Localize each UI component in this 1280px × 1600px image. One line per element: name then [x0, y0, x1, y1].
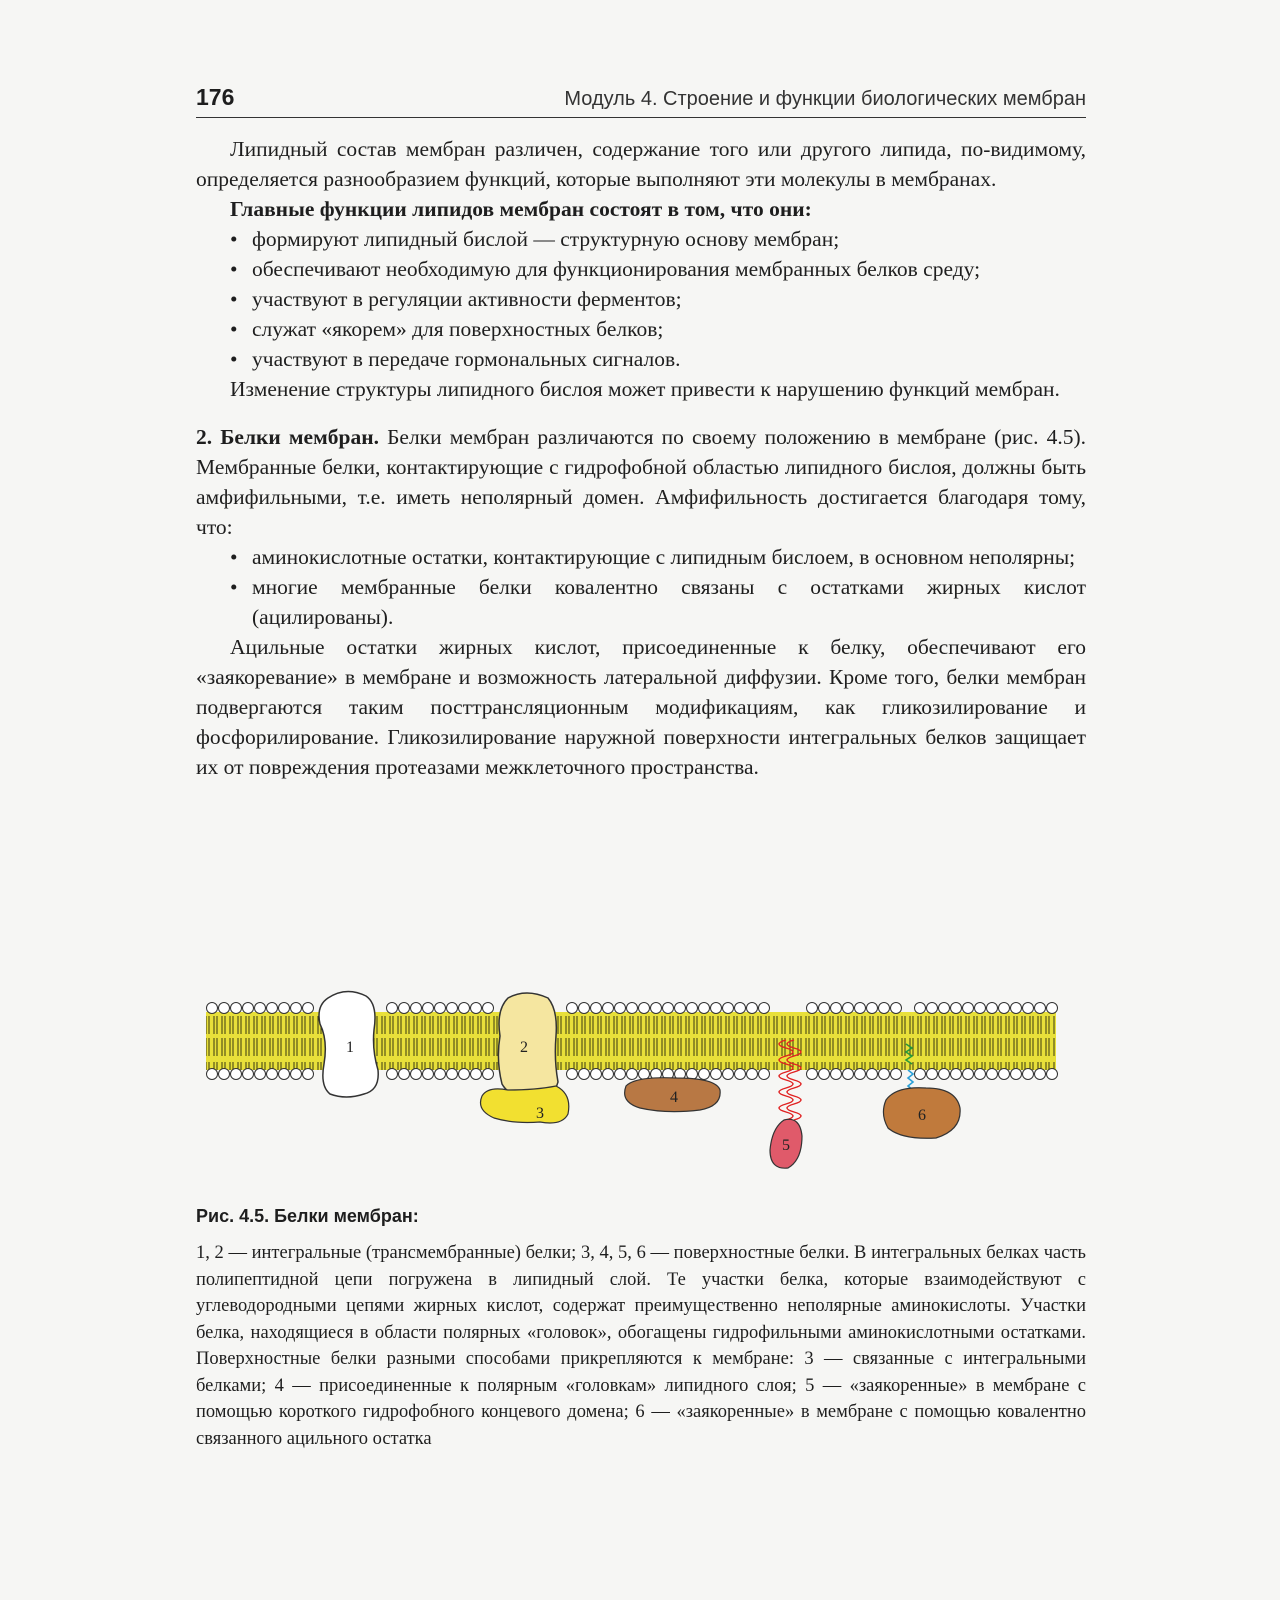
lipid-head: [867, 1069, 878, 1080]
lipid-head: [975, 1003, 986, 1014]
lipid-head: [231, 1003, 242, 1014]
section-membrane-proteins: [196, 422, 1086, 542]
lipid-head: [591, 1003, 602, 1014]
lipid-head: [387, 1069, 398, 1080]
lipid-head: [675, 1003, 686, 1014]
lipid-head: [723, 1069, 734, 1080]
lipid-head: [387, 1003, 398, 1014]
paragraph-acyl-residues: Ацильные остатки жирных кислот, присоединенные к белку, обеспечивают его «заякоревание» в мембране и возможность латеральной диффузии. Кроме того, белки мембран подвергаются таким посттрансляционным модификациям, как гликозилирование и фосфорилирование. Гликозилирование наружной поверхности интегральных белков защищает их от повреждения протеазами межклеточного пространства.: [196, 635, 1086, 779]
lipid-head: [963, 1003, 974, 1014]
lipid-head: [711, 1069, 722, 1080]
lipid-head: [615, 1003, 626, 1014]
lipid-head: [915, 1069, 926, 1080]
section-text: Белки мембран различаются по своему положению в мембране (рис. 4.5). Мембранные белки, контактирующие с гидрофобной областью липидного бислоя, должны быть амфифильными, т.е. иметь неполярный домен. Амфифильность достигается благодаря тому, что:: [196, 425, 1086, 539]
lipid-head: [879, 1003, 890, 1014]
lipid-head: [1047, 1003, 1058, 1014]
lipid-head: [423, 1003, 434, 1014]
lipid-head: [567, 1003, 578, 1014]
lipid-head: [303, 1003, 314, 1014]
lipid-head: [1035, 1069, 1046, 1080]
lipid-head: [651, 1003, 662, 1014]
list-item: • участвуют в передаче гормональных сигналов.: [252, 344, 1086, 374]
lipid-head: [471, 1003, 482, 1014]
lipid-head: [891, 1069, 902, 1080]
functions-lead: Главные функции липидов мембран состоят в том, что они:: [230, 197, 812, 221]
lipid-head: [447, 1069, 458, 1080]
protein-label-1: 1: [346, 1039, 354, 1056]
lipid-head: [1023, 1003, 1034, 1014]
lipid-head: [891, 1003, 902, 1014]
lipid-head: [399, 1003, 410, 1014]
list-item: • аминокислотные остатки, контактирующие с липидным бислоем, в основном неполярны;: [252, 542, 1086, 572]
acyl-anchor-blue: [908, 1070, 913, 1090]
list-item: • многие мембранные белки ковалентно связаны с остатками жирных кислот (ацилированы).: [252, 572, 1086, 632]
lipid-head: [255, 1069, 266, 1080]
lipid-head: [987, 1003, 998, 1014]
lipid-head: [759, 1003, 770, 1014]
lipid-head: [435, 1003, 446, 1014]
figure-caption-text: 1, 2 — интегральные (трансмембранные) белки; 3, 4, 5, 6 — поверхностные белки. В интегральных белках часть полипептидной цепи погружена в липидный слой. Те участки белка, которые взаимодействуют с углеводородными цепями жирных кислот, содержат преимущественно неполярные аминокислоты. Участки белка, находящиеся в области полярных «головок», обогащены гидрофильными аминокислотными остатками. Поверхностные белки разными способами прикрепляются к мембране: 3 — связанные с интегральными белками; 4 — присоединенные к полярным «головкам» липидного слоя; 5 — «заякоренные» в мембране с помощью короткого гидрофобного концевого домена; 6 — «заякоренные» в мембране с помощью ковалентно связанного ацильного остатка: [196, 1243, 1086, 1449]
lipid-head: [207, 1003, 218, 1014]
lipid-head: [975, 1069, 986, 1080]
lipid-head: [699, 1069, 710, 1080]
lipid-head: [711, 1003, 722, 1014]
lipid-head: [723, 1003, 734, 1014]
figure-caption-title: Рис. 4.5. Белки мембран:: [196, 1206, 419, 1226]
lipid-head: [927, 1069, 938, 1080]
lipid-head: [471, 1069, 482, 1080]
paragraph-lipid-composition: Липидный состав мембран различен, содержание того или другого липида, по-видимому, определяется разнообразием функций, которые выполняют эти молекулы в мембранах.: [196, 137, 1086, 191]
lipid-head: [639, 1003, 650, 1014]
lipid-head: [939, 1003, 950, 1014]
lipid-head: [579, 1003, 590, 1014]
lipid-head: [939, 1069, 950, 1080]
lipid-head: [291, 1003, 302, 1014]
lipid-head: [915, 1003, 926, 1014]
lipid-head: [879, 1069, 890, 1080]
lipid-head: [591, 1069, 602, 1080]
lipid-head: [579, 1069, 590, 1080]
lipid-head: [1047, 1069, 1058, 1080]
membrane-diagram: [196, 990, 1086, 1190]
lipid-head: [279, 1069, 290, 1080]
lipid-head: [567, 1069, 578, 1080]
lipid-head: [291, 1069, 302, 1080]
lipid-head: [219, 1003, 230, 1014]
lipid-head: [627, 1003, 638, 1014]
lipid-head: [687, 1003, 698, 1014]
page-content: [196, 84, 1086, 782]
list-item: • обеспечивают необходимую для функционирования мембранных белков среду;: [252, 254, 1086, 284]
lipid-head: [411, 1003, 422, 1014]
lipid-head: [423, 1069, 434, 1080]
lipid-head: [759, 1069, 770, 1080]
amphiphilic-list: [196, 542, 1086, 632]
functions-list: [196, 224, 1086, 374]
lipid-head: [831, 1003, 842, 1014]
lipid-head: [303, 1069, 314, 1080]
lipid-head: [243, 1003, 254, 1014]
lipid-head: [831, 1069, 842, 1080]
lipid-head: [855, 1069, 866, 1080]
running-head: Модуль 4. Строение и функции биологических мембран: [564, 88, 1086, 110]
page-header: [196, 84, 1086, 118]
section-heading: 2. Белки мембран.: [196, 425, 379, 449]
lipid-head: [855, 1003, 866, 1014]
protein-label-5: 5: [782, 1137, 790, 1154]
membrane-figure: [196, 990, 1086, 1190]
lipid-head: [399, 1069, 410, 1080]
lipid-head: [807, 1069, 818, 1080]
lipid-head: [1011, 1069, 1022, 1080]
lipid-head: [1023, 1069, 1034, 1080]
lipid-head: [231, 1069, 242, 1080]
lipid-head: [219, 1069, 230, 1080]
lipid-head: [279, 1003, 290, 1014]
list-item: • формируют липидный бислой — структурную основу мембран;: [252, 224, 1086, 254]
lipid-head: [435, 1069, 446, 1080]
lipid-head: [411, 1069, 422, 1080]
lipid-head: [483, 1003, 494, 1014]
lipid-head: [999, 1003, 1010, 1014]
lipid-head: [627, 1069, 638, 1080]
paragraph-bilayer-change: Изменение структуры липидного бислоя может привести к нарушению функций мембран.: [230, 377, 1060, 401]
lipid-head: [735, 1069, 746, 1080]
lipid-head: [843, 1069, 854, 1080]
lipid-head: [483, 1069, 494, 1080]
lipid-head: [255, 1003, 266, 1014]
lipid-head: [735, 1003, 746, 1014]
lipid-head: [267, 1069, 278, 1080]
protein-label-6: 6: [918, 1107, 926, 1124]
lipid-head: [819, 1003, 830, 1014]
lipid-head: [807, 1003, 818, 1014]
lipid-head: [267, 1003, 278, 1014]
lipid-head: [819, 1069, 830, 1080]
lipid-head: [999, 1069, 1010, 1080]
protein-label-3: 3: [536, 1105, 544, 1122]
lipid-head: [927, 1003, 938, 1014]
protein-label-2: 2: [520, 1039, 528, 1056]
lipid-head: [603, 1069, 614, 1080]
lipid-head: [207, 1069, 218, 1080]
lipid-head: [243, 1069, 254, 1080]
page-number: 176: [196, 84, 235, 110]
protein-label-4: 4: [670, 1089, 678, 1106]
lipid-head: [747, 1003, 758, 1014]
lipid-head: [447, 1003, 458, 1014]
lipid-head: [603, 1003, 614, 1014]
lipid-head: [987, 1069, 998, 1080]
lipid-head: [963, 1069, 974, 1080]
lipid-head: [459, 1069, 470, 1080]
lipid-head: [459, 1003, 470, 1014]
lipid-head: [951, 1069, 962, 1080]
protein-2: [498, 993, 558, 1098]
lipid-head: [747, 1069, 758, 1080]
lipid-head: [951, 1003, 962, 1014]
lipid-head: [1011, 1003, 1022, 1014]
lipid-head: [699, 1003, 710, 1014]
list-item: • участвуют в регуляции активности ферментов;: [252, 284, 1086, 314]
protein-3: [481, 1086, 569, 1123]
lipid-head: [615, 1069, 626, 1080]
lipid-head: [663, 1003, 674, 1014]
list-item: • служат «якорем» для поверхностных белков;: [252, 314, 1086, 344]
lipid-head: [1035, 1003, 1046, 1014]
lipid-head: [867, 1003, 878, 1014]
lipid-head: [843, 1003, 854, 1014]
